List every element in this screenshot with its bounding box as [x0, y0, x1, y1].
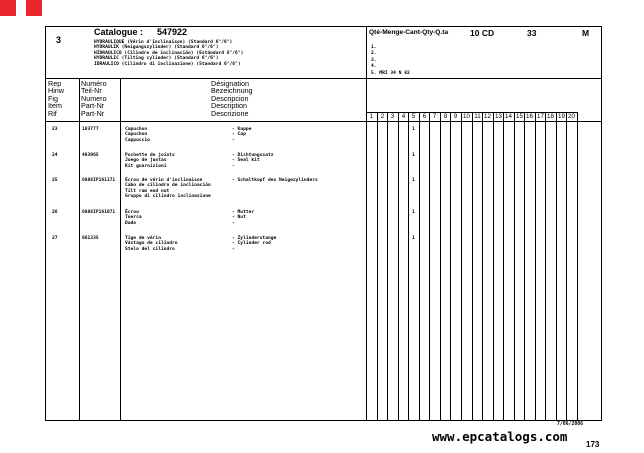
applicability-line: HYDRAULIQUE (Vérin d'inclinaison) (Standard 6°/6°) — [94, 40, 233, 45]
description-line: - Mutter — [232, 210, 255, 215]
notes-list — [371, 45, 410, 77]
qty-column-number: 9 — [453, 113, 458, 120]
description-line: Gruppo di cilindro inclinazione — [125, 194, 211, 200]
designation-header-line: Description — [211, 101, 247, 111]
part-header-line: Numéro — [81, 79, 107, 88]
applicability-line: HYDRAULIK (Neigungszylinder) (Standard 6°/6°) — [94, 45, 219, 51]
description-line: - Kappe — [232, 127, 252, 132]
row-description-alt — [232, 127, 251, 143]
row-rep: 27 — [52, 236, 58, 241]
qty-col-divider — [377, 112, 378, 421]
row-rep: 25 — [52, 178, 58, 183]
row-description — [125, 127, 150, 143]
model-label: 10 CD — [470, 28, 495, 38]
qty-column-number: 12 — [484, 113, 491, 120]
qty-column-number: 20 — [568, 113, 575, 120]
qty-col-divider — [461, 112, 462, 421]
row-part-number: 483965 — [82, 153, 99, 158]
qty-col-divider — [514, 112, 515, 421]
description-line: Tige de vérin — [125, 236, 161, 241]
qty-column-number: 16 — [526, 113, 533, 120]
corner-mark-left — [0, 0, 16, 16]
qty-col-divider — [577, 112, 578, 421]
row-description-alt — [232, 178, 318, 183]
designation-header-line: Descrizione — [211, 108, 249, 118]
row-rep: 23 — [52, 127, 58, 132]
designation-header — [211, 80, 253, 117]
description-line: - Cap — [232, 132, 246, 138]
note-line: 4. — [371, 64, 377, 70]
part-header-line: Part-Nr — [81, 108, 105, 118]
row-rep: 26 — [52, 210, 58, 215]
description-line: Cappuccio — [125, 137, 150, 143]
row-qty: 1 — [412, 153, 415, 158]
col-divider — [79, 78, 80, 421]
rep-header-line: Rep — [48, 79, 62, 88]
description-line: Juego de juntas — [125, 158, 167, 164]
qty-col-divider — [419, 112, 420, 421]
applicability-line: HIDRAULICO (Cilindro de inclinación) (Estándard 6°/6°) — [94, 50, 244, 56]
qty-col-divider — [556, 112, 557, 421]
designation-header-line: Bezeichnung — [211, 86, 253, 96]
row-description — [125, 153, 175, 169]
qty-column-number: 3 — [390, 113, 395, 120]
description-line: - — [232, 137, 235, 143]
part-header-line: Teil-Nr — [81, 86, 102, 96]
unit-label: M — [582, 28, 590, 38]
description-line: Vástago de cilindro — [125, 241, 178, 247]
description-line: Tuerca — [125, 215, 142, 221]
qty-col-divider — [535, 112, 536, 421]
qty-column-number: 10 — [463, 113, 470, 120]
qty-col-divider — [566, 112, 567, 421]
watermark-url[interactable]: www.epcatalogs.com — [432, 429, 568, 444]
description-line: Capuchon — [125, 127, 148, 132]
qty-column-number: 6 — [422, 113, 427, 120]
row-qty: 1 — [412, 236, 415, 241]
row-qty: 1 — [412, 127, 415, 132]
row-rep: 24 — [52, 153, 58, 158]
description-line: Capuchon — [125, 132, 148, 138]
qty-col-divider — [482, 112, 483, 421]
description-line: - — [232, 220, 235, 226]
part-header-line: Part-Nr — [81, 101, 105, 111]
qty-column-number: 8 — [443, 113, 448, 120]
description-line: Tilt ram end nut — [125, 188, 170, 194]
row-description-alt — [232, 153, 274, 169]
note-line: 1. — [371, 45, 377, 50]
description-line: Stelo del cilindro — [125, 246, 175, 252]
row-part-number: 6888IP161171 — [82, 178, 116, 183]
qty-column-number: 17 — [537, 113, 544, 120]
description-line: - Cylinder rod — [232, 241, 271, 247]
note-line: 5. MRI 34 N 82 — [371, 70, 410, 76]
description-line: Écrou de vérin d'inclinaison — [125, 178, 203, 183]
qty-column-number: 19 — [558, 113, 565, 120]
col-divider — [120, 78, 121, 421]
description-line: Pochette de joints — [125, 153, 175, 158]
qty-col-divider — [450, 112, 451, 421]
row-description-alt — [232, 210, 254, 226]
description-line: - Nut — [232, 215, 246, 221]
row-part-number: 6888IP161071 — [82, 210, 116, 215]
print-date: 7/06/2006 — [557, 422, 583, 427]
header-divider — [45, 121, 602, 122]
rep-header — [48, 80, 64, 117]
row-part-number: 183777 — [82, 127, 99, 132]
rep-header-line: Rif — [48, 108, 57, 118]
description-line: Dado — [125, 220, 137, 226]
part-header — [81, 80, 107, 117]
row-description — [125, 210, 142, 226]
qty-column-number: 15 — [516, 113, 523, 120]
qty-column-number: 4 — [401, 113, 406, 120]
qty-label: Qté-Menge-Cant-Qty-Q.ta — [369, 29, 449, 36]
qty-col-divider — [472, 112, 473, 421]
model-qty: 33 — [527, 28, 537, 38]
description-line: - — [232, 246, 235, 252]
rep-header-line: Item — [48, 101, 62, 111]
note-line: 3. — [371, 57, 377, 63]
qty-column-number: 2 — [380, 113, 385, 120]
qty-col-divider — [398, 112, 399, 421]
row-description — [125, 178, 211, 200]
applicability-line: HYDRAULIC (Tilting cylinder) (Standard 6°/6°) — [94, 56, 219, 62]
designation-header-line: Descripcion — [211, 93, 249, 103]
description-line: - — [232, 163, 235, 169]
rep-header-line: Fig — [48, 93, 58, 103]
description-line: - Seal kit — [232, 158, 260, 164]
row-qty: 1 — [412, 178, 415, 183]
qty-column-number: 7 — [432, 113, 437, 120]
row-part-number: 861335 — [82, 236, 99, 241]
qty-column-number: 13 — [495, 113, 502, 120]
description-line: - Dichtungssatz — [232, 153, 274, 158]
qty-col-divider — [503, 112, 504, 421]
description-line: Kit guarnizioni — [125, 163, 167, 169]
qty-col-divider — [545, 112, 546, 421]
designation-header-line: Désignation — [211, 79, 249, 88]
description-line: - Zylinderstange — [232, 236, 277, 241]
qty-col-divider — [387, 112, 388, 421]
qty-col-divider — [493, 112, 494, 421]
row-qty: 1 — [412, 210, 415, 215]
page-number: 173 — [586, 440, 600, 449]
row-description — [125, 236, 178, 252]
qty-column-number: 18 — [547, 113, 554, 120]
description-line: - Schaltkopf des Neigezylinders — [232, 178, 318, 183]
qty-column-number: 1 — [369, 113, 374, 120]
corner-mark-right — [26, 0, 42, 16]
qty-col-divider — [440, 112, 441, 421]
qty-col-divider — [429, 112, 430, 421]
part-header-line: Numero — [81, 93, 107, 103]
applicability-line: IDRAULICO (Cilindro di inclinazione) (Standard 6°/6°) — [94, 61, 241, 67]
note-line: 2. — [371, 51, 377, 57]
row-description-alt — [232, 236, 276, 252]
catalogue-number: 547922 — [157, 27, 188, 37]
rep-header-line: Hinw — [48, 86, 64, 96]
qty-column-number: 11 — [474, 113, 481, 120]
section-number: 3 — [56, 35, 62, 45]
col-divider — [366, 78, 367, 421]
qty-col-divider — [524, 112, 525, 421]
qty-column-number: 5 — [411, 113, 416, 120]
qty-col-divider — [408, 112, 409, 421]
description-line: Écrou — [125, 210, 139, 215]
qty-column-number: 14 — [505, 113, 512, 120]
applicability-list — [94, 40, 243, 67]
description-line: Cabo de cilindro de inclinación — [125, 183, 211, 189]
catalogue-label: Catalogue : — [94, 27, 144, 37]
